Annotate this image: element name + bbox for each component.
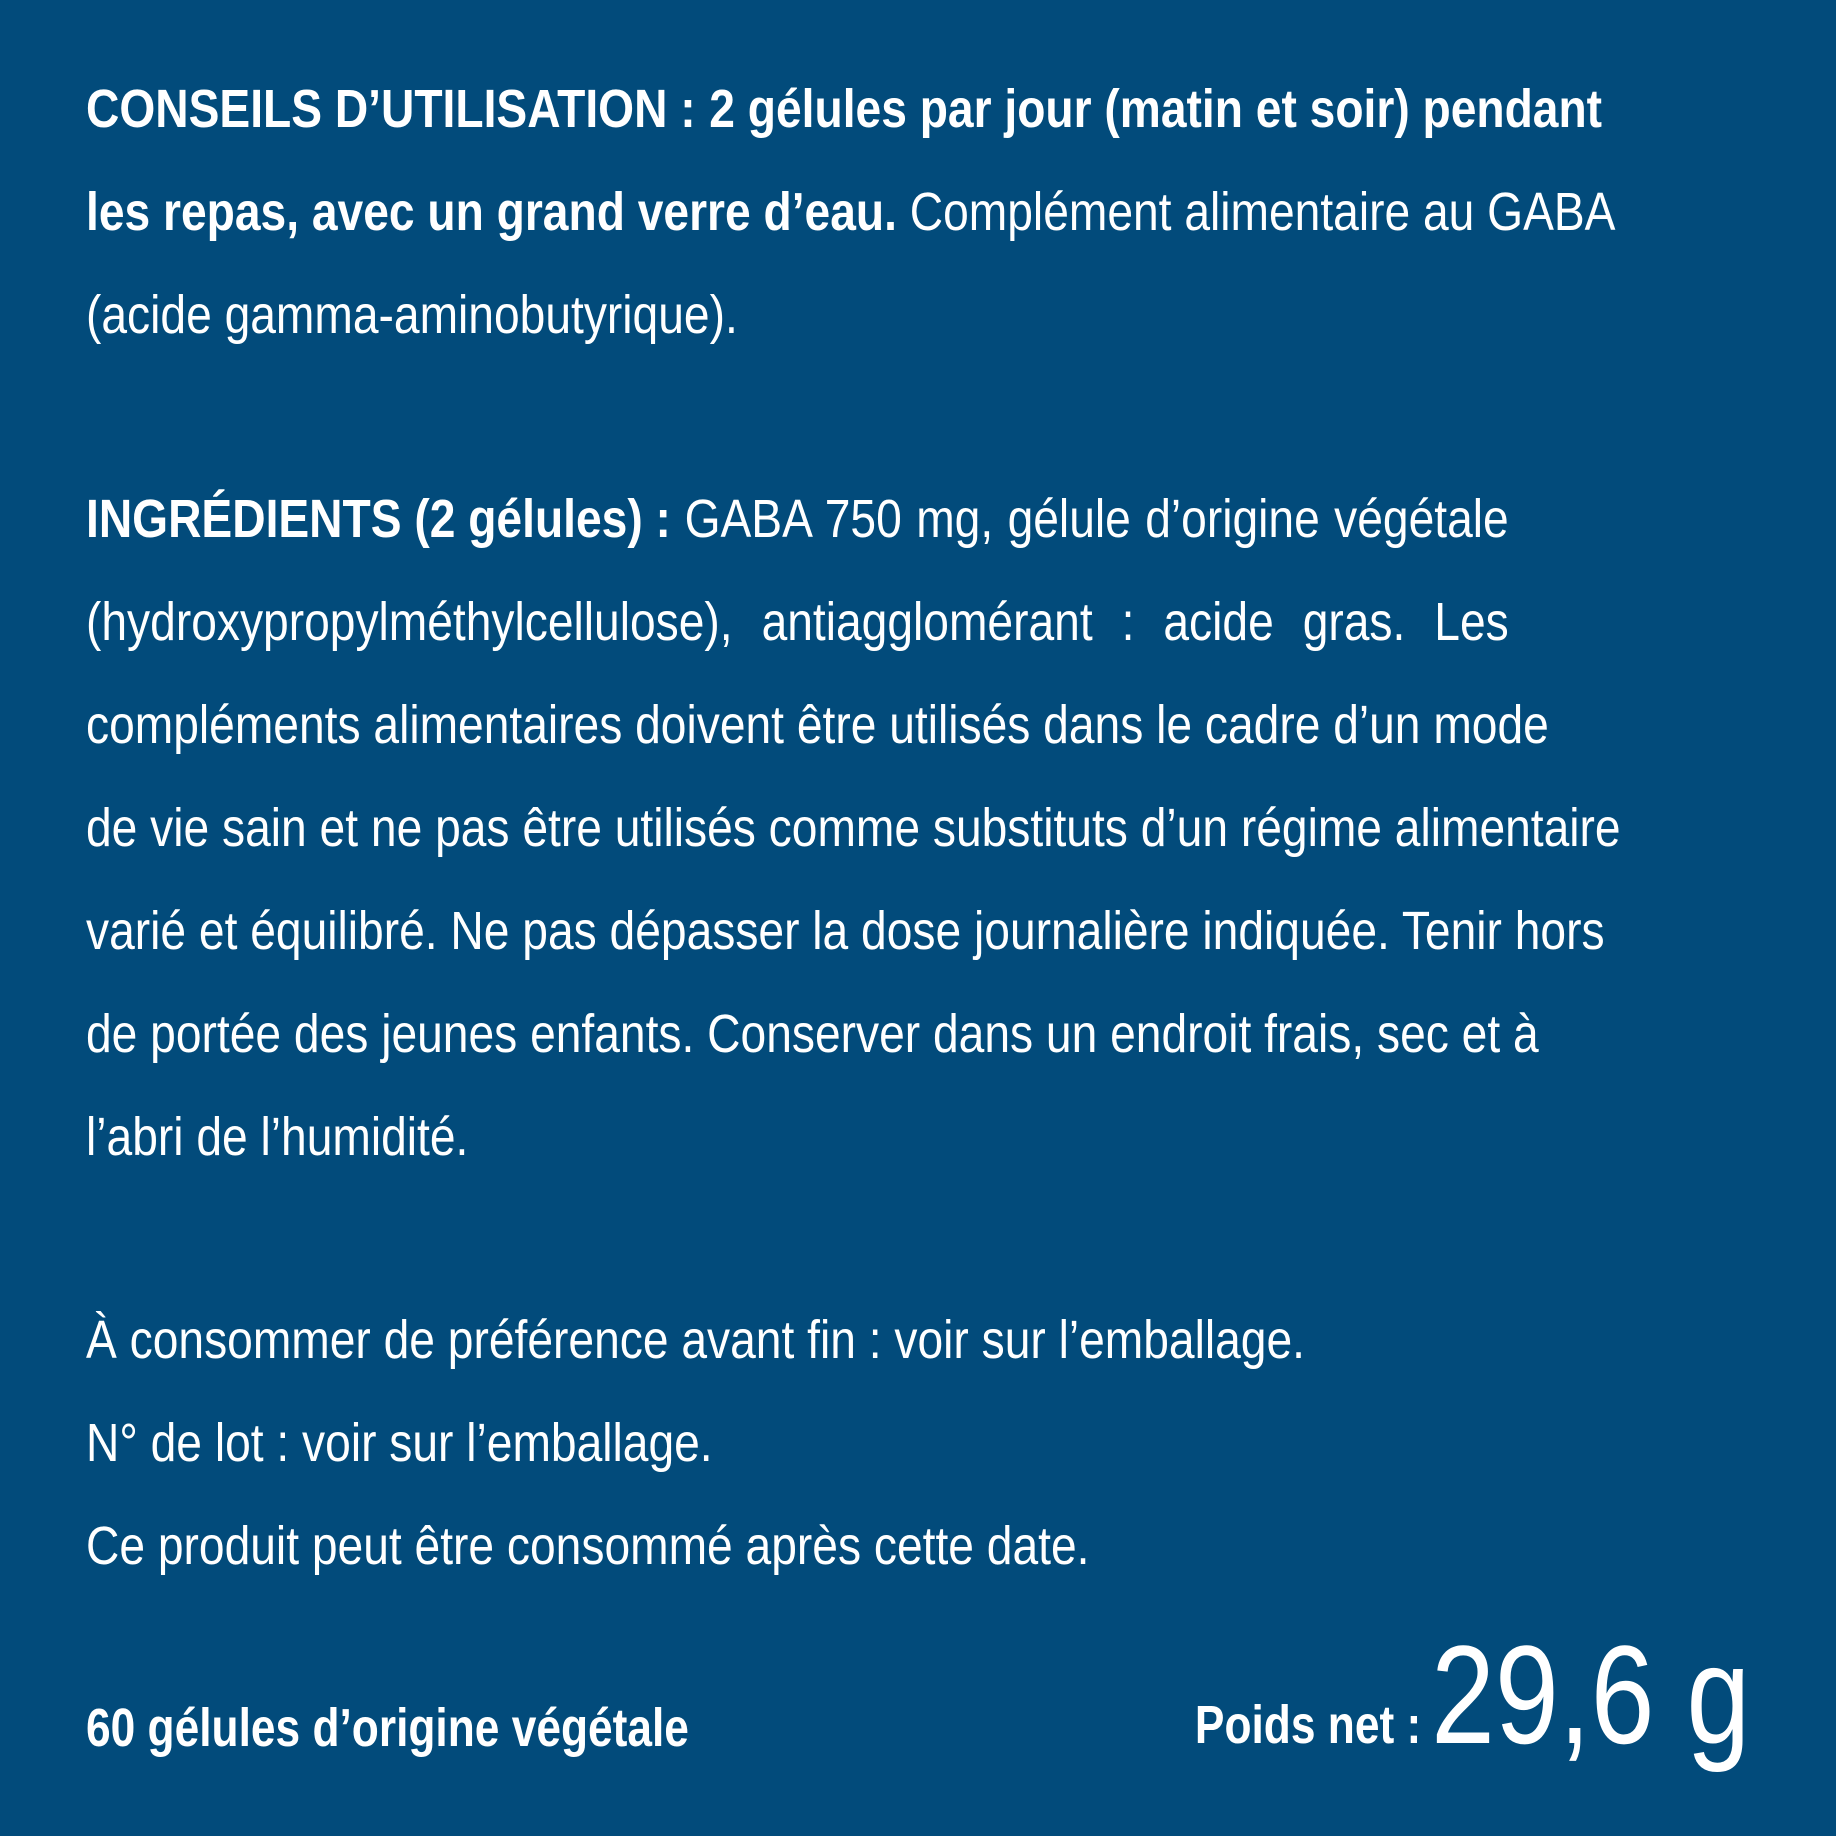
product-description: Complément alimentaire au GABA [909,182,1616,242]
product-description-cont: (acide gamma-aminobutyrique). [86,285,738,345]
usage-line-1 [86,74,1603,144]
ingredients-line-7: l’abri de l’humidité. [86,1107,469,1167]
net-weight [1194,1616,1750,1773]
consumption-note: Ce produit peut être consommé après cette date. [86,1516,1090,1576]
usage-heading: CONSEILS D’UTILISATION : [86,79,696,139]
ingredients-line-4: de vie sain et ne pas être utilisés comme substituts d’un régime alimentaire [86,798,1621,858]
best-before-text: À consommer de préférence avant fin : voir sur l’emballage. [86,1310,1305,1370]
usage-instructions-part1: 2 gélules par jour (matin et soir) pendant [709,79,1603,139]
usage-line-3 [86,280,1509,350]
ingredients-line-3: compléments alimentaires doivent être utilisés dans le cadre d’un mode [86,695,1549,755]
ingredients-heading: INGRÉDIENTS (2 gélules) : [86,489,671,549]
ingredients-line-5: varié et équilibré. Ne pas dépasser la dose journalière indiquée. Tenir hors [86,901,1605,961]
usage-line-2 [86,177,1616,247]
ingredients-line-2: (hydroxypropylméthylcellulose), antiagglomérant : acide gras. Les [86,592,1509,652]
net-weight-label: Poids net : [1194,1695,1421,1755]
ingredients-line-1 [86,484,1509,554]
usage-instructions-part2: les repas, avec un grand verre d’eau. [86,182,897,242]
net-weight-value: 29,6 g [1430,1616,1750,1773]
ingredients-line-6: de portée des jeunes enfants. Conserver dans un endroit frais, sec et à [86,1004,1539,1064]
ingredients-text: GABA 750 mg, gélule d’origine végétale [684,489,1509,549]
capsule-count: 60 gélules d’origine végétale [86,1698,689,1758]
lot-number-text: N° de lot : voir sur l’emballage. [86,1413,713,1473]
